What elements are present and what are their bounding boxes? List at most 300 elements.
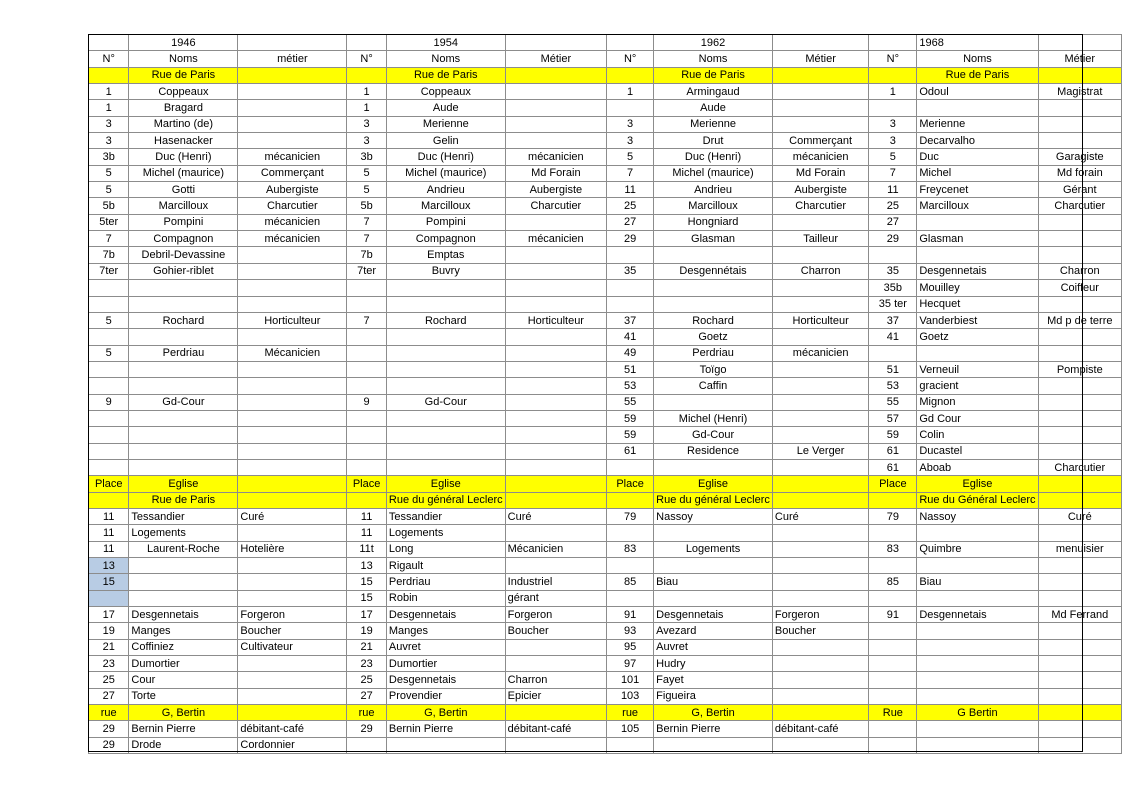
table-row bbox=[89, 247, 1122, 263]
metier-cell: Charcutier bbox=[772, 198, 868, 214]
metier-cell bbox=[238, 378, 347, 394]
metier-cell bbox=[505, 410, 606, 426]
street-label-cell: G, Bertin bbox=[129, 705, 238, 721]
numero-cell: 5 bbox=[89, 182, 129, 198]
street-label-cell bbox=[238, 476, 347, 492]
name-cell: Compagnon bbox=[386, 231, 505, 247]
name-cell: Michel (Henri) bbox=[654, 410, 773, 426]
metier-cell bbox=[772, 688, 868, 704]
numero-cell: 11 bbox=[869, 182, 917, 198]
name-cell: Bragard bbox=[129, 100, 238, 116]
numero-cell: 7 bbox=[347, 231, 387, 247]
name-cell bbox=[129, 410, 238, 426]
metier-cell: Md Forain bbox=[772, 165, 868, 181]
numero-cell bbox=[869, 558, 917, 574]
numero-cell bbox=[869, 656, 917, 672]
metier-cell bbox=[772, 116, 868, 132]
name-cell bbox=[917, 214, 1038, 230]
metier-cell bbox=[1038, 558, 1121, 574]
numero-cell: 41 bbox=[607, 329, 654, 345]
name-cell: Auvret bbox=[386, 639, 505, 655]
metier-cell bbox=[505, 443, 606, 459]
street-label-cell: Rue de Paris bbox=[129, 492, 238, 508]
numero-cell: 53 bbox=[607, 378, 654, 394]
header-numero: N° bbox=[89, 51, 129, 67]
numero-cell: 1 bbox=[347, 100, 387, 116]
census-table bbox=[88, 34, 1122, 754]
numero-cell: 35 bbox=[869, 263, 917, 279]
street-label-cell: Place bbox=[347, 476, 387, 492]
header-noms: Noms bbox=[386, 51, 505, 67]
numero-cell bbox=[89, 410, 129, 426]
numero-cell: 53 bbox=[869, 378, 917, 394]
name-cell bbox=[917, 656, 1038, 672]
name-cell: Logements bbox=[129, 525, 238, 541]
metier-cell bbox=[1038, 721, 1121, 737]
street-label-cell bbox=[238, 67, 347, 83]
numero-cell: 3 bbox=[347, 116, 387, 132]
street-label-cell: G Bertin bbox=[917, 705, 1038, 721]
table-row bbox=[89, 623, 1122, 639]
metier-cell: débitant-café bbox=[238, 721, 347, 737]
street-header-row bbox=[89, 705, 1122, 721]
name-cell: Hasenacker bbox=[129, 133, 238, 149]
street-header-row bbox=[89, 67, 1122, 83]
metier-cell bbox=[238, 100, 347, 116]
numero-cell: 7 bbox=[89, 231, 129, 247]
name-cell: Marcilloux bbox=[654, 198, 773, 214]
numero-cell: 7b bbox=[347, 247, 387, 263]
name-cell: Logements bbox=[654, 541, 773, 557]
name-cell: Residence bbox=[654, 443, 773, 459]
numero-cell: 11 bbox=[89, 508, 129, 524]
name-cell: Duc (Henri) bbox=[386, 149, 505, 165]
metier-cell bbox=[505, 345, 606, 361]
name-cell: Michel (maurice) bbox=[654, 165, 773, 181]
table-row bbox=[89, 280, 1122, 296]
metier-cell: Boucher bbox=[505, 623, 606, 639]
metier-cell: mécanicien bbox=[772, 345, 868, 361]
metier-cell bbox=[772, 84, 868, 100]
name-cell: Gelin bbox=[386, 133, 505, 149]
metier-cell bbox=[1038, 133, 1121, 149]
metier-cell bbox=[772, 590, 868, 606]
numero-cell: 15 bbox=[347, 574, 387, 590]
metier-cell bbox=[772, 525, 868, 541]
name-cell: Marcilloux bbox=[129, 198, 238, 214]
name-cell: Quimbre bbox=[917, 541, 1038, 557]
numero-cell bbox=[869, 623, 917, 639]
name-cell bbox=[654, 459, 773, 475]
metier-cell: Md forain bbox=[1038, 165, 1121, 181]
numero-cell bbox=[89, 296, 129, 312]
name-cell: Gotti bbox=[129, 182, 238, 198]
numero-cell: 95 bbox=[607, 639, 654, 655]
numero-cell: 59 bbox=[607, 410, 654, 426]
header-metier: Métier bbox=[505, 51, 606, 67]
numero-cell: 27 bbox=[869, 214, 917, 230]
numero-cell: 61 bbox=[869, 443, 917, 459]
numero-cell bbox=[869, 639, 917, 655]
numero-cell bbox=[89, 329, 129, 345]
metier-cell bbox=[1038, 574, 1121, 590]
name-cell: Biau bbox=[917, 574, 1038, 590]
name-cell bbox=[386, 459, 505, 475]
table-row bbox=[89, 231, 1122, 247]
name-cell: Provendier bbox=[386, 688, 505, 704]
metier-cell bbox=[772, 329, 868, 345]
metier-cell bbox=[505, 329, 606, 345]
name-cell: Gd-Cour bbox=[129, 394, 238, 410]
numero-cell: 51 bbox=[607, 361, 654, 377]
metier-cell bbox=[1038, 214, 1121, 230]
numero-cell: 3 bbox=[869, 116, 917, 132]
numero-cell: 7 bbox=[347, 214, 387, 230]
name-cell: Manges bbox=[386, 623, 505, 639]
numero-cell: 11 bbox=[347, 508, 387, 524]
numero-cell: 59 bbox=[869, 427, 917, 443]
numero-cell: 15 bbox=[347, 590, 387, 606]
street-label-cell bbox=[347, 67, 387, 83]
metier-cell bbox=[505, 296, 606, 312]
name-cell bbox=[386, 361, 505, 377]
year-cell: 1954 bbox=[386, 35, 505, 51]
name-cell: Michel (maurice) bbox=[386, 165, 505, 181]
metier-cell: Forgeron bbox=[505, 607, 606, 623]
name-cell bbox=[917, 558, 1038, 574]
name-cell: Rochard bbox=[654, 312, 773, 328]
numero-cell: 27 bbox=[89, 688, 129, 704]
name-cell: Nassoy bbox=[917, 508, 1038, 524]
metier-cell bbox=[238, 133, 347, 149]
name-cell bbox=[917, 721, 1038, 737]
name-cell: Perdriau bbox=[129, 345, 238, 361]
name-cell bbox=[654, 525, 773, 541]
name-cell: Desgennetais bbox=[917, 263, 1038, 279]
name-cell bbox=[129, 361, 238, 377]
name-cell: Compagnon bbox=[129, 231, 238, 247]
metier-cell bbox=[238, 459, 347, 475]
metier-cell bbox=[772, 100, 868, 116]
metier-cell bbox=[238, 443, 347, 459]
numero-cell: 83 bbox=[607, 541, 654, 557]
metier-cell: Magistrat bbox=[1038, 84, 1121, 100]
numero-cell bbox=[347, 410, 387, 426]
numero-cell: 11 bbox=[607, 182, 654, 198]
metier-cell bbox=[772, 639, 868, 655]
name-cell: Manges bbox=[129, 623, 238, 639]
numero-cell bbox=[869, 672, 917, 688]
metier-cell: gérant bbox=[505, 590, 606, 606]
name-cell bbox=[129, 574, 238, 590]
name-cell: Goetz bbox=[917, 329, 1038, 345]
metier-cell: Commerçant bbox=[772, 133, 868, 149]
name-cell: Hudry bbox=[654, 656, 773, 672]
name-cell: Tessandier bbox=[129, 508, 238, 524]
metier-cell: Curé bbox=[1038, 508, 1121, 524]
numero-cell: 25 bbox=[607, 198, 654, 214]
numero-cell bbox=[869, 525, 917, 541]
metier-cell: débitant-café bbox=[772, 721, 868, 737]
name-cell bbox=[917, 525, 1038, 541]
street-label-cell: rue bbox=[607, 705, 654, 721]
numero-cell: 5 bbox=[89, 312, 129, 328]
metier-cell bbox=[1038, 427, 1121, 443]
street-header-row bbox=[89, 476, 1122, 492]
table-row bbox=[89, 312, 1122, 328]
numero-cell: 93 bbox=[607, 623, 654, 639]
name-cell bbox=[129, 378, 238, 394]
metier-cell bbox=[772, 296, 868, 312]
numero-cell: 13 bbox=[89, 558, 129, 574]
street-label-cell: Rue du général Leclerc bbox=[386, 492, 505, 508]
year-cell: 1962 bbox=[654, 35, 773, 51]
year-row bbox=[89, 35, 1122, 51]
name-cell bbox=[129, 443, 238, 459]
metier-cell: Epicier bbox=[505, 688, 606, 704]
metier-cell bbox=[505, 459, 606, 475]
street-label-cell bbox=[505, 476, 606, 492]
name-cell bbox=[386, 443, 505, 459]
name-cell: Vanderbiest bbox=[917, 312, 1038, 328]
metier-cell bbox=[772, 410, 868, 426]
name-cell bbox=[654, 247, 773, 263]
name-cell: Pompini bbox=[129, 214, 238, 230]
name-cell: Cour bbox=[129, 672, 238, 688]
numero-cell bbox=[347, 459, 387, 475]
name-cell: Coffiniez bbox=[129, 639, 238, 655]
metier-cell: Aubergiste bbox=[772, 182, 868, 198]
numero-cell bbox=[607, 296, 654, 312]
numero-cell: 23 bbox=[89, 656, 129, 672]
name-cell: Drode bbox=[129, 737, 238, 753]
name-cell: Auvret bbox=[654, 639, 773, 655]
table-row bbox=[89, 263, 1122, 279]
numero-cell: 27 bbox=[347, 688, 387, 704]
metier-cell: Boucher bbox=[238, 623, 347, 639]
metier-cell bbox=[505, 133, 606, 149]
header-metier: Métier bbox=[772, 51, 868, 67]
name-cell: Merienne bbox=[654, 116, 773, 132]
metier-cell: Industriel bbox=[505, 574, 606, 590]
table-row bbox=[89, 378, 1122, 394]
metier-cell: mécanicien bbox=[238, 149, 347, 165]
metier-cell bbox=[505, 84, 606, 100]
numero-cell: 9 bbox=[89, 394, 129, 410]
metier-cell: Charron bbox=[1038, 263, 1121, 279]
numero-cell: 3 bbox=[607, 116, 654, 132]
metier-cell: mécanicien bbox=[505, 149, 606, 165]
metier-cell bbox=[772, 378, 868, 394]
table-row bbox=[89, 607, 1122, 623]
name-cell: Desgennetais bbox=[917, 607, 1038, 623]
numero-cell: 11t bbox=[347, 541, 387, 557]
metier-cell: mécanicien bbox=[772, 149, 868, 165]
name-cell: Glasman bbox=[654, 231, 773, 247]
metier-cell bbox=[238, 590, 347, 606]
table-row bbox=[89, 198, 1122, 214]
numero-cell: 5 bbox=[89, 165, 129, 181]
name-cell: Marcilloux bbox=[386, 198, 505, 214]
numero-cell bbox=[869, 590, 917, 606]
numero-cell: 3 bbox=[347, 133, 387, 149]
street-label-cell: Place bbox=[89, 476, 129, 492]
metier-cell bbox=[505, 737, 606, 753]
metier-cell: mécanicien bbox=[238, 214, 347, 230]
numero-cell: 101 bbox=[607, 672, 654, 688]
table-row bbox=[89, 361, 1122, 377]
numero-cell bbox=[347, 737, 387, 753]
numero-cell bbox=[89, 459, 129, 475]
numero-cell: 25 bbox=[347, 672, 387, 688]
table-row bbox=[89, 558, 1122, 574]
name-cell: Verneuil bbox=[917, 361, 1038, 377]
numero-cell: 1 bbox=[89, 100, 129, 116]
name-cell bbox=[129, 329, 238, 345]
name-cell: Tessandier bbox=[386, 508, 505, 524]
metier-cell bbox=[772, 558, 868, 574]
name-cell: Duc bbox=[917, 149, 1038, 165]
street-label-cell bbox=[772, 705, 868, 721]
name-cell bbox=[917, 590, 1038, 606]
numero-cell: 11 bbox=[89, 541, 129, 557]
name-cell bbox=[129, 427, 238, 443]
metier-cell bbox=[238, 410, 347, 426]
metier-cell bbox=[772, 214, 868, 230]
numero-cell: 21 bbox=[89, 639, 129, 655]
name-cell bbox=[917, 623, 1038, 639]
metier-cell bbox=[1038, 247, 1121, 263]
street-label-cell: G, Bertin bbox=[386, 705, 505, 721]
metier-cell: Curé bbox=[238, 508, 347, 524]
name-cell bbox=[129, 459, 238, 475]
street-label-cell bbox=[505, 492, 606, 508]
metier-cell bbox=[238, 116, 347, 132]
numero-cell: 37 bbox=[869, 312, 917, 328]
metier-cell bbox=[238, 263, 347, 279]
table-row bbox=[89, 672, 1122, 688]
street-label-cell: Eglise bbox=[129, 476, 238, 492]
numero-cell: 29 bbox=[347, 721, 387, 737]
name-cell bbox=[654, 590, 773, 606]
header-noms: Noms bbox=[917, 51, 1038, 67]
metier-cell bbox=[238, 672, 347, 688]
table-row bbox=[89, 84, 1122, 100]
numero-cell: 3 bbox=[89, 116, 129, 132]
numero-cell: 3b bbox=[89, 149, 129, 165]
table-row bbox=[89, 688, 1122, 704]
table-row bbox=[89, 525, 1122, 541]
table-row bbox=[89, 149, 1122, 165]
numero-cell: 3 bbox=[607, 133, 654, 149]
name-cell bbox=[129, 558, 238, 574]
metier-cell: Cultivateur bbox=[238, 639, 347, 655]
metier-cell bbox=[238, 574, 347, 590]
metier-cell bbox=[505, 361, 606, 377]
metier-cell bbox=[772, 394, 868, 410]
numero-cell bbox=[89, 443, 129, 459]
metier-cell bbox=[1038, 590, 1121, 606]
name-cell: Debril-Devassine bbox=[129, 247, 238, 263]
table-row bbox=[89, 590, 1122, 606]
numero-cell: 55 bbox=[607, 394, 654, 410]
name-cell bbox=[917, 100, 1038, 116]
metier-cell bbox=[238, 280, 347, 296]
numero-cell bbox=[869, 100, 917, 116]
name-cell: Desgennetais bbox=[654, 607, 773, 623]
name-cell: Desgennetais bbox=[129, 607, 238, 623]
table-row bbox=[89, 459, 1122, 475]
metier-cell: Md p de terre bbox=[1038, 312, 1121, 328]
street-header-row bbox=[89, 492, 1122, 508]
numero-cell: 11 bbox=[89, 525, 129, 541]
metier-cell bbox=[1038, 296, 1121, 312]
metier-cell: Horticulteur bbox=[772, 312, 868, 328]
metier-cell bbox=[772, 574, 868, 590]
numero-cell: 51 bbox=[869, 361, 917, 377]
table-row bbox=[89, 133, 1122, 149]
name-cell: Coppeaux bbox=[129, 84, 238, 100]
numero-cell bbox=[869, 688, 917, 704]
street-label-cell bbox=[347, 492, 387, 508]
metier-cell bbox=[772, 427, 868, 443]
numero-cell: 29 bbox=[869, 231, 917, 247]
name-cell: Caffin bbox=[654, 378, 773, 394]
name-cell bbox=[386, 737, 505, 753]
numero-cell: 5ter bbox=[89, 214, 129, 230]
street-label-cell bbox=[869, 67, 917, 83]
name-cell: Desgennetais bbox=[386, 672, 505, 688]
street-label-cell: Eglise bbox=[654, 476, 773, 492]
metier-cell bbox=[505, 525, 606, 541]
numero-cell: 25 bbox=[869, 198, 917, 214]
numero-cell: 5b bbox=[347, 198, 387, 214]
numero-cell: 59 bbox=[607, 427, 654, 443]
metier-cell bbox=[238, 558, 347, 574]
street-label-cell bbox=[1038, 705, 1121, 721]
metier-cell bbox=[1038, 231, 1121, 247]
name-cell: Marcilloux bbox=[917, 198, 1038, 214]
metier-cell bbox=[505, 656, 606, 672]
metier-cell bbox=[238, 394, 347, 410]
numero-cell: 27 bbox=[607, 214, 654, 230]
numero-cell bbox=[607, 280, 654, 296]
numero-cell: 23 bbox=[347, 656, 387, 672]
metier-cell: débitant-café bbox=[505, 721, 606, 737]
name-cell: Dumortier bbox=[386, 656, 505, 672]
numero-cell: 17 bbox=[89, 607, 129, 623]
name-cell: Robin bbox=[386, 590, 505, 606]
numero-cell: 5 bbox=[347, 182, 387, 198]
name-cell: Biau bbox=[654, 574, 773, 590]
header-numero: N° bbox=[347, 51, 387, 67]
street-label-cell: Rue de Paris bbox=[654, 67, 773, 83]
street-label-cell: G, Bertin bbox=[654, 705, 773, 721]
name-cell bbox=[386, 280, 505, 296]
numero-cell bbox=[89, 590, 129, 606]
table-row bbox=[89, 443, 1122, 459]
table-row bbox=[89, 182, 1122, 198]
metier-cell: Charron bbox=[505, 672, 606, 688]
numero-cell bbox=[607, 558, 654, 574]
name-cell: Freycenet bbox=[917, 182, 1038, 198]
name-cell bbox=[917, 639, 1038, 655]
metier-cell bbox=[1038, 672, 1121, 688]
name-cell: Torte bbox=[129, 688, 238, 704]
table-row bbox=[89, 214, 1122, 230]
table-row bbox=[89, 165, 1122, 181]
numero-cell: 7 bbox=[607, 165, 654, 181]
